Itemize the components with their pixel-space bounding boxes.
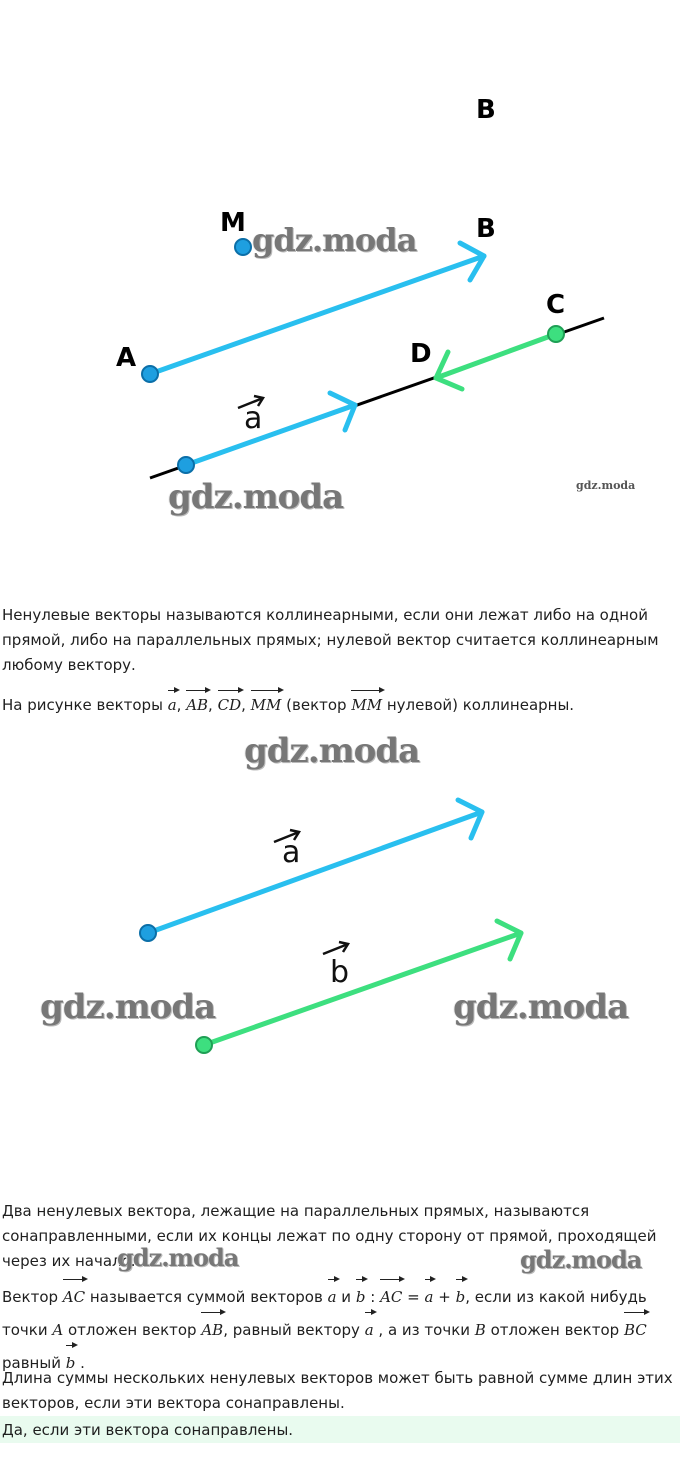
sum-text: отложен вектор (490, 1321, 620, 1339)
label-vector-a: a (282, 835, 301, 870)
math-vector: a (328, 1279, 337, 1312)
watermark: gdz.moda (40, 987, 216, 1027)
math-vector: MM (351, 690, 382, 718)
math-vector: BC (624, 1312, 647, 1345)
watermark: gdz.moda (168, 477, 344, 517)
label-d: D (410, 339, 432, 369)
label-b: B (476, 214, 496, 244)
math-vector: AC (63, 1279, 85, 1312)
watermark: gdz.moda (252, 221, 417, 259)
point-name: A (52, 1321, 64, 1339)
vector-cd (436, 334, 556, 378)
vector-a (148, 812, 482, 933)
vector-sum-definition (2, 1279, 678, 1378)
sum-text: называется суммой векторов (89, 1288, 323, 1306)
point-c (548, 326, 564, 342)
collinear-definition: Ненулевые векторы называются коллинеарными, если они лежат либо на одной прямой, либо на параллельных прямых; нулевой вектор считается коллинеарным любому вектору. (2, 606, 659, 674)
vector-ab (150, 256, 484, 374)
label-a: A (116, 343, 137, 373)
watermark: gdz.moda (520, 1245, 642, 1274)
watermark: gdz.moda (117, 1243, 239, 1272)
label-b-top: B (476, 95, 496, 125)
figure-collinear-vectors (0, 0, 680, 540)
answer-box (0, 1416, 680, 1443)
sum-text: . (80, 1354, 85, 1372)
sum-text: , если из какой нибудь точки (2, 1288, 647, 1339)
codirected-definition: Два ненулевых вектора, лежащие на параллельных прямых, называются сонаправленными, если их концы лежат по одну сторону от прямой, проходящей через их начало. (2, 1202, 657, 1270)
point-a-start (140, 925, 156, 941)
question-text: Длина суммы нескольких ненулевых векторов может быть равной сумме длин этих векторов, если эти вектора сонаправлены. (2, 1369, 673, 1412)
example-prefix: На рисунке векторы (2, 696, 163, 714)
watermark: gdz.moda (453, 987, 629, 1027)
answer-text: Да, если эти вектора сонаправлены. (2, 1421, 294, 1439)
sum-text: отложен вектор (68, 1321, 197, 1339)
sum-text: и (341, 1288, 352, 1306)
math-vector: a (425, 1279, 434, 1312)
math-vector: AB (201, 1312, 223, 1345)
point-a (142, 366, 158, 382)
sum-text: Вектор (2, 1288, 59, 1306)
math-vector: MM (251, 690, 282, 718)
label-vector-b: b (330, 955, 350, 990)
sum-text: равный (2, 1354, 61, 1372)
collinear-example: На рисунке векторы a, AB, CD, MM (вектор MM нулевой) коллинеарны. (2, 690, 678, 718)
watermark: gdz.moda (576, 479, 636, 492)
label-vector-a: a (244, 401, 263, 436)
math-vector: AB (186, 690, 208, 718)
math-vector: a (365, 1312, 374, 1345)
math-vector: b (456, 1279, 466, 1312)
vector-a (186, 405, 355, 465)
math-vector: b (66, 1345, 76, 1378)
sum-text: + (438, 1288, 451, 1306)
point-a-start (178, 457, 194, 473)
sum-text: : (370, 1288, 376, 1306)
math-vector: CD (218, 690, 242, 718)
math-vector: AC (380, 1279, 402, 1312)
watermark: gdz.moda (244, 731, 420, 771)
math-vector: a (168, 690, 177, 718)
point-b-start (196, 1037, 212, 1053)
math-vector: b (356, 1279, 366, 1312)
sum-text: , а из точки (378, 1321, 470, 1339)
label-c: C (546, 290, 566, 320)
label-m: M (220, 208, 246, 238)
example-mid: (вектор (286, 696, 347, 714)
example-suffix: нулевой) коллинеарны. (386, 696, 575, 714)
point-name: B (474, 1321, 486, 1339)
point-m (235, 239, 251, 255)
sum-text: = (407, 1288, 420, 1306)
sum-text: , равный вектору (223, 1321, 360, 1339)
